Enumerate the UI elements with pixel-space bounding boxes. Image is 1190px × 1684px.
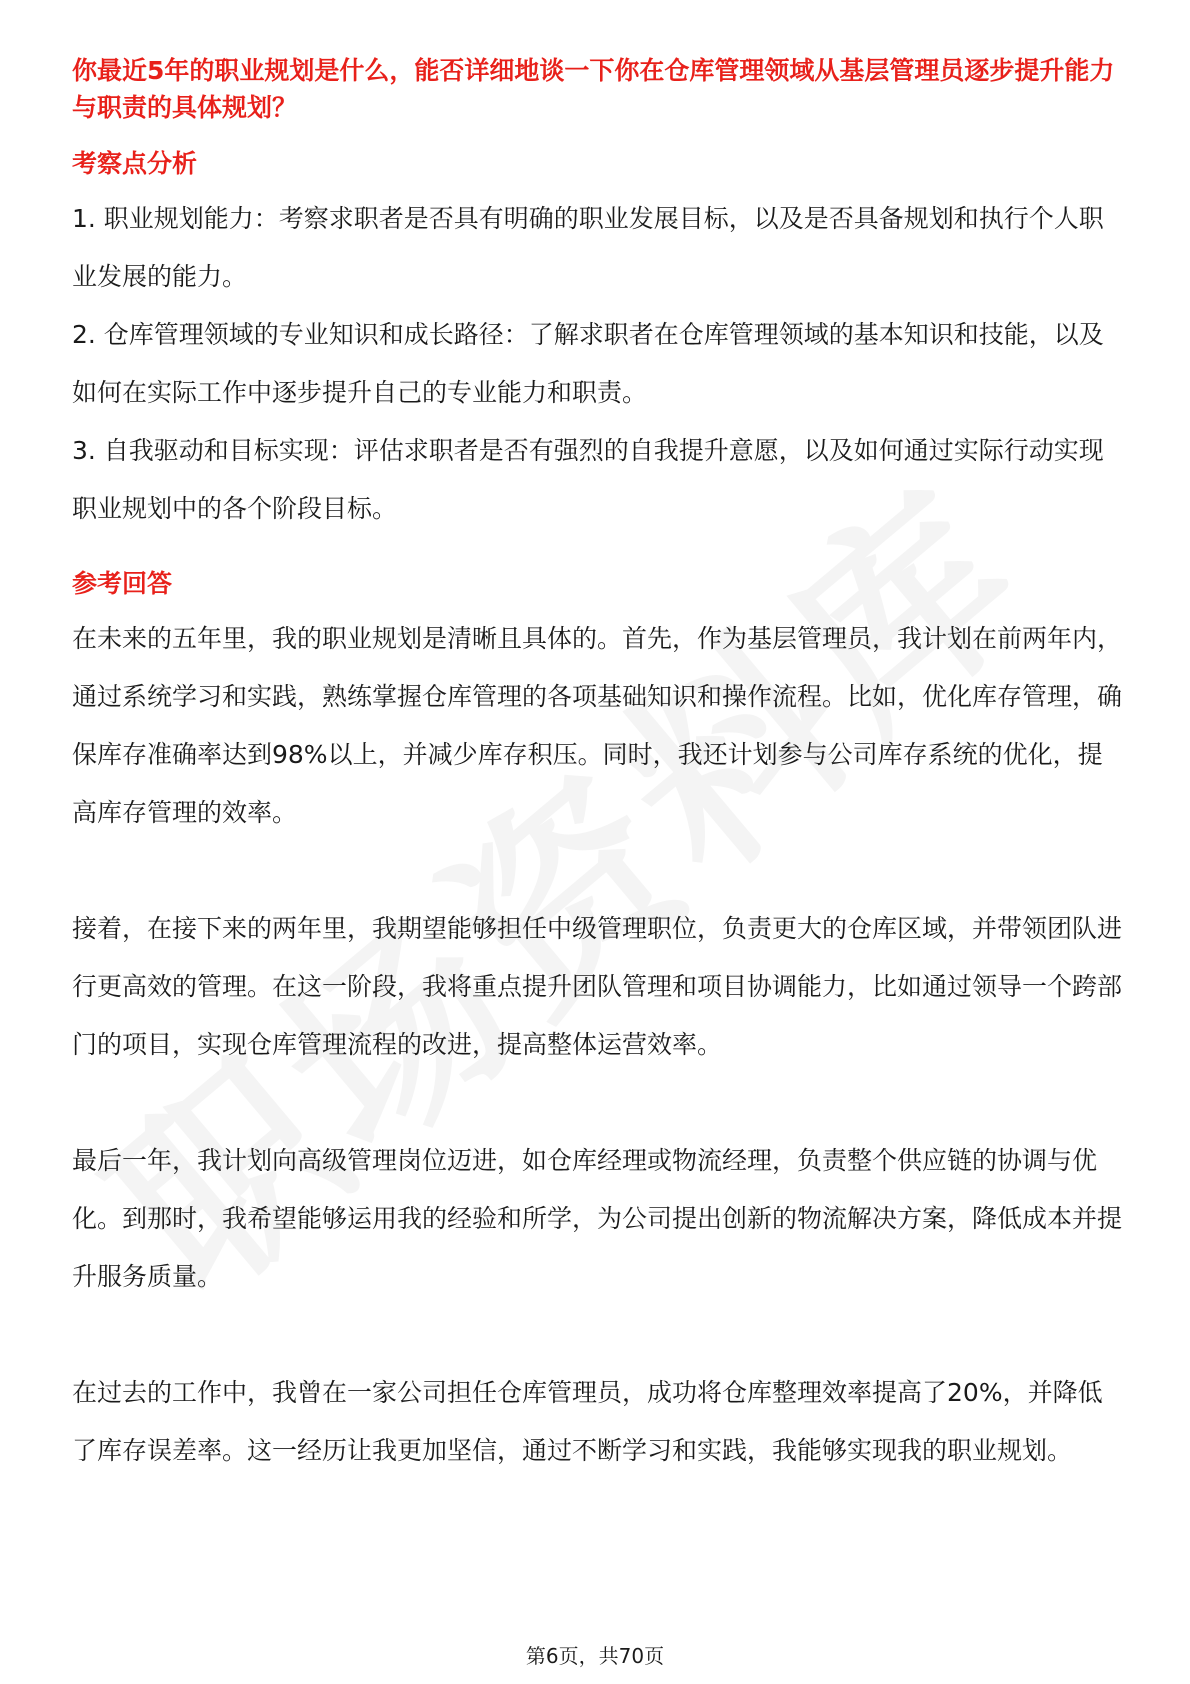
analysis-list xyxy=(72,190,1122,538)
answer-body xyxy=(72,610,1122,1480)
analysis-item: 3. 自我驱动和目标实现：评估求职者是否有强烈的自我提升意愿，以及如何通过实际行动实现职业规划中的各个阶段目标。 xyxy=(72,436,1104,523)
answer-paragraph: 最后一年，我计划向高级管理岗位迈进，如仓库经理或物流经理，负责整个供应链的协调与优化。到那时，我希望能够运用我的经验和所学，为公司提出创新的物流解决方案，降低成本并提升服务质量。 xyxy=(72,1146,1123,1291)
question-title: 你最近5年的职业规划是什么，能否详细地谈一下你在仓库管理领域从基层管理员逐步提升能力与职责的具体规划？ xyxy=(72,56,1115,122)
analysis-item: 1. 职业规划能力：考察求职者是否具有明确的职业发展目标，以及是否具备规划和执行个人职业发展的能力。 xyxy=(72,204,1104,291)
page-content xyxy=(72,52,1122,1480)
analysis-item: 2. 仓库管理领域的专业知识和成长路径：了解求职者在仓库管理领域的基本知识和技能，以及如何在实际工作中逐步提升自己的专业能力和职责。 xyxy=(72,320,1104,407)
answer-heading: 参考回答 xyxy=(72,569,173,598)
page-number: 第6页，共70页 xyxy=(525,1644,665,1668)
answer-paragraph: 在未来的五年里，我的职业规划是清晰且具体的。首先，作为基层管理员，我计划在前两年内，通过系统学习和实践，熟练掌握仓库管理的各项基础知识和操作流程。比如，优化库存管理，确保库存准确率达到98%以上，并减少库存积压。同时，我还计划参与公司库存系统的优化，提高库存管理的效率。 xyxy=(72,624,1123,827)
answer-paragraph: 在过去的工作中，我曾在一家公司担任仓库管理员，成功将仓库整理效率提高了20%，并降低了库存误差率。这一经历让我更加坚信，通过不断学习和实践，我能够实现我的职业规划。 xyxy=(72,1378,1103,1465)
answer-paragraph: 接着，在接下来的两年里，我期望能够担任中级管理职位，负责更大的仓库区域，并带领团队进行更高效的管理。在这一阶段，我将重点提升团队管理和项目协调能力，比如通过领导一个跨部门的项目，实现仓库管理流程的改进，提高整体运营效率。 xyxy=(72,914,1123,1059)
analysis-heading: 考察点分析 xyxy=(72,149,198,178)
